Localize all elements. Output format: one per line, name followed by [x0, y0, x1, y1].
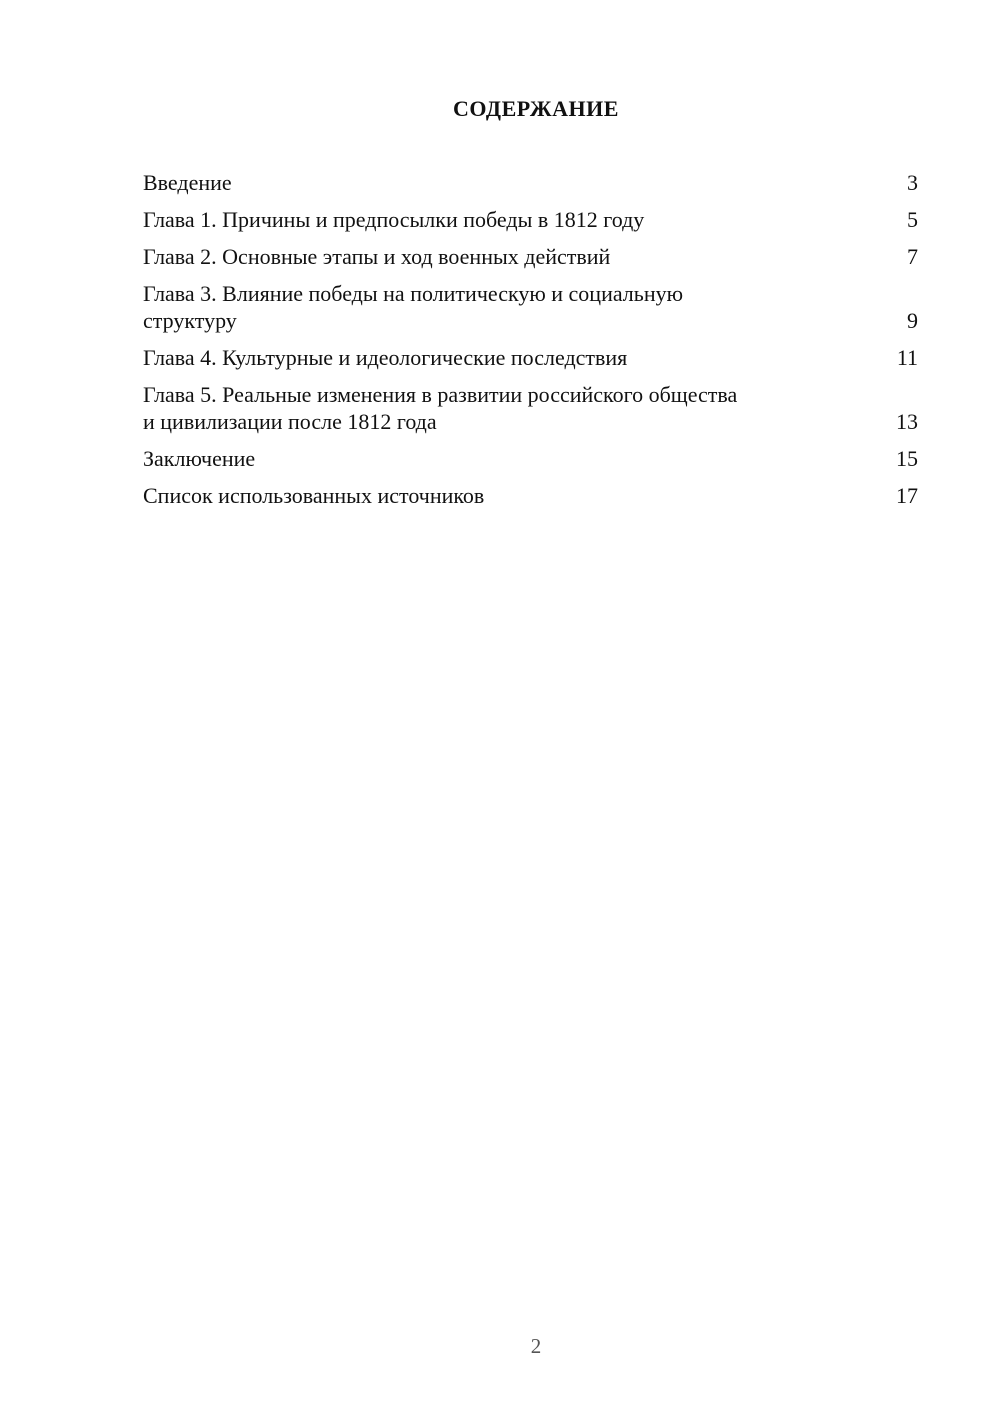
toc-entry-label: Глава 4. Культурные и идеологические последствия — [143, 345, 628, 370]
toc-entry-page: 5 — [907, 207, 918, 232]
toc-entry-chapter-1 — [143, 206, 918, 233]
toc-entry-label: Глава 2. Основные этапы и ход военных действий — [143, 244, 611, 269]
toc-entry-label: Заключение — [143, 446, 256, 471]
page-number: 2 — [530, 1334, 542, 1358]
toc-entry-page: 9 — [907, 308, 918, 333]
toc-entry-conclusion — [143, 445, 918, 472]
toc-entry-page: 11 — [896, 345, 918, 370]
toc-entry-page: 17 — [896, 483, 918, 508]
toc-entry-page: 13 — [896, 409, 918, 434]
toc-entry-label: Введение — [143, 170, 232, 195]
toc-entry-label: Глава 3. Влияние победы на политическую и социальную структуру — [143, 281, 684, 333]
toc-entry-introduction — [143, 169, 918, 196]
toc-entry-chapter-2 — [143, 243, 918, 270]
toc-entry-label: Глава 5. Реальные изменения в развитии российского общества и цивилизации после 1812 года — [143, 382, 738, 434]
toc-entry-references — [143, 482, 918, 509]
toc-entry-page: 7 — [907, 244, 918, 269]
toc-entry-label: Глава 1. Причины и предпосылки победы в 1812 году — [143, 207, 645, 232]
table-of-contents — [143, 169, 918, 519]
toc-entry-chapter-4 — [143, 344, 918, 371]
toc-entry-chapter-3 — [143, 280, 918, 334]
toc-entry-label: Список использованных источников — [143, 483, 485, 508]
toc-entry-page: 15 — [896, 446, 918, 471]
page-title: СОДЕРЖАНИЕ — [453, 96, 619, 121]
toc-entry-chapter-5 — [143, 381, 918, 435]
toc-entry-page: 3 — [907, 170, 918, 195]
